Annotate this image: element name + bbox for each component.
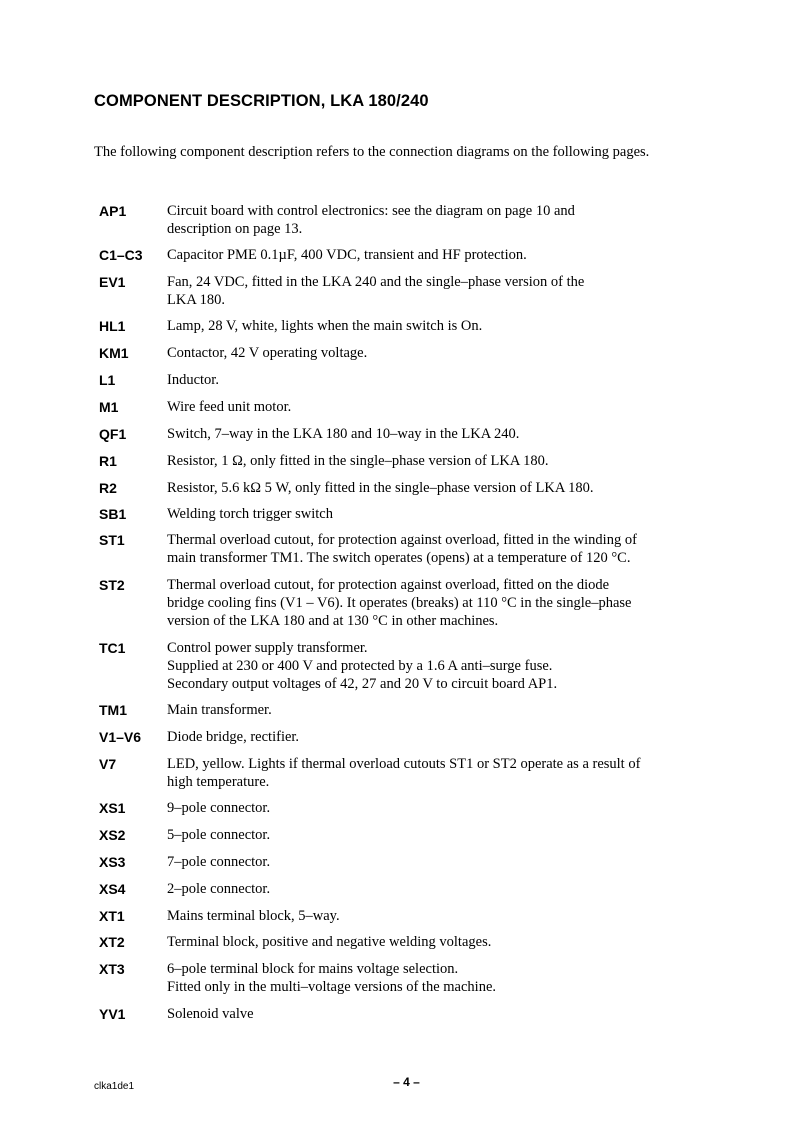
description-line: Resistor, 1 Ω, only fitted in the single–phase version of LKA 180.	[167, 453, 549, 469]
description-line: 6–pole terminal block for mains voltage selection.	[167, 961, 459, 977]
description-line: version of the LKA 180 and at 130 °C in other machines.	[167, 613, 499, 629]
description-line: Fitted only in the multi–voltage versions of the machine.	[167, 979, 497, 995]
component-description	[167, 576, 707, 630]
component-description	[167, 505, 707, 523]
description-line: 7–pole connector.	[167, 854, 271, 870]
component-description	[167, 701, 707, 719]
component-description	[167, 755, 707, 791]
description-line: Switch, 7–way in the LKA 180 and 10–way in the LKA 240.	[167, 426, 520, 442]
component-code: EV1	[99, 274, 126, 290]
description-line: Resistor, 5.6 kΩ 5 W, only fitted in the single–phase version of LKA 180.	[167, 480, 594, 496]
component-description	[167, 479, 707, 497]
component-code: R2	[99, 480, 117, 496]
description-line: Mains terminal block, 5–way.	[167, 908, 340, 924]
component-code: XS3	[99, 854, 126, 870]
component-code: C1–C3	[99, 247, 143, 263]
component-code: XS2	[99, 827, 126, 843]
component-code: TM1	[99, 702, 127, 718]
description-line: bridge cooling fins (V1 – V6). It operates (breaks) at 110 °C in the single–phase	[167, 595, 632, 611]
component-description	[167, 1005, 707, 1023]
description-line: Terminal block, positive and negative welding voltages.	[167, 934, 492, 950]
description-line: Lamp, 28 V, white, lights when the main switch is On.	[167, 318, 483, 334]
component-code: HL1	[99, 318, 126, 334]
description-line: Capacitor PME 0.1µF, 400 VDC, transient and HF protection.	[167, 247, 527, 263]
description-line: main transformer TM1. The switch operates (opens) at a temperature of 120 °C.	[167, 550, 631, 566]
description-line: LKA 180.	[167, 292, 225, 308]
component-description	[167, 853, 707, 871]
component-description	[167, 202, 707, 238]
component-description	[167, 960, 707, 996]
component-description	[167, 826, 707, 844]
intro-paragraph: The following component description refers to the connection diagrams on the following pages.	[94, 144, 650, 160]
description-line: description on page 13.	[167, 221, 303, 237]
component-code: XT2	[99, 934, 125, 950]
description-line: Diode bridge, rectifier.	[167, 729, 300, 745]
component-code: XS4	[99, 881, 126, 897]
component-description	[167, 907, 707, 925]
component-description	[167, 639, 707, 693]
description-line: Wire feed unit motor.	[167, 399, 292, 415]
component-code: L1	[99, 372, 116, 388]
component-code: AP1	[99, 203, 127, 219]
component-code: V7	[99, 756, 117, 772]
page-number: – 4 –	[393, 1075, 420, 1089]
component-code: QF1	[99, 426, 127, 442]
component-description	[167, 880, 707, 898]
page-title: COMPONENT DESCRIPTION, LKA 180/240	[94, 92, 429, 110]
description-line: 5–pole connector.	[167, 827, 271, 843]
component-description	[167, 799, 707, 817]
description-line: Thermal overload cutout, for protection against overload, fitted on the diode	[167, 577, 610, 593]
component-code: YV1	[99, 1006, 126, 1022]
description-line: Circuit board with control electronics: see the diagram on page 10 and	[167, 203, 575, 219]
description-line: Control power supply transformer.	[167, 640, 368, 656]
component-code: TC1	[99, 640, 126, 656]
component-code: ST2	[99, 577, 125, 593]
component-description	[167, 273, 707, 309]
component-description	[167, 425, 707, 443]
component-code: ST1	[99, 532, 125, 548]
component-code: SB1	[99, 506, 127, 522]
description-line: 2–pole connector.	[167, 881, 271, 897]
description-line: Supplied at 230 or 400 V and protected by a 1.6 A anti–surge fuse.	[167, 658, 553, 674]
component-code: R1	[99, 453, 117, 469]
component-description	[167, 398, 707, 416]
component-description	[167, 317, 707, 335]
component-description	[167, 728, 707, 746]
description-line: Main transformer.	[167, 702, 272, 718]
description-line: Contactor, 42 V operating voltage.	[167, 345, 368, 361]
description-line: Welding torch trigger switch	[167, 506, 333, 522]
description-line: Inductor.	[167, 372, 219, 388]
document-code: clka1de1	[94, 1081, 135, 1092]
description-line: 9–pole connector.	[167, 800, 271, 816]
description-line: high temperature.	[167, 774, 270, 790]
component-description	[167, 452, 707, 470]
component-code: XT3	[99, 961, 125, 977]
component-description	[167, 344, 707, 362]
description-line: Solenoid valve	[167, 1006, 254, 1022]
component-description	[167, 371, 707, 389]
description-line: LED, yellow. Lights if thermal overload cutouts ST1 or ST2 operate as a result of	[167, 756, 641, 772]
description-line: Thermal overload cutout, for protection against overload, fitted in the winding of	[167, 532, 637, 548]
component-description	[167, 933, 707, 951]
component-code: KM1	[99, 345, 129, 361]
component-description	[167, 531, 707, 567]
component-code: XS1	[99, 800, 126, 816]
component-code: M1	[99, 399, 119, 415]
component-code: XT1	[99, 908, 125, 924]
description-line: Secondary output voltages of 42, 27 and 20 V to circuit board AP1.	[167, 676, 558, 692]
component-description	[167, 246, 707, 264]
description-line: Fan, 24 VDC, fitted in the LKA 240 and the single–phase version of the	[167, 274, 585, 290]
component-code: V1–V6	[99, 729, 142, 745]
